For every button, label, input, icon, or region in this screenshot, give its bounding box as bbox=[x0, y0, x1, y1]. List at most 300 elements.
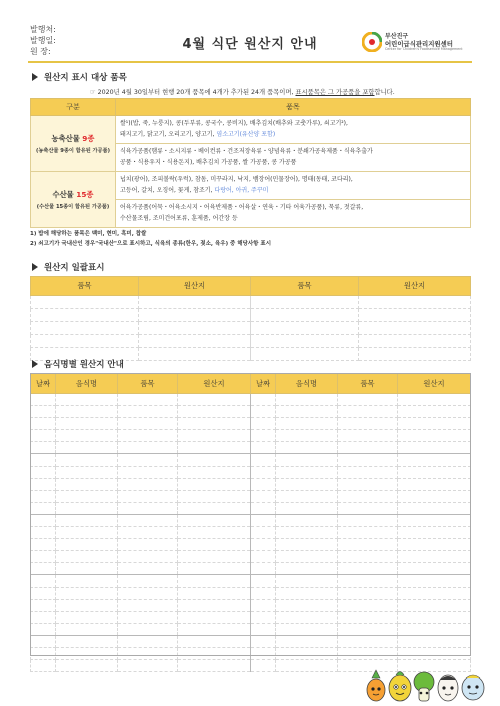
table-cell[interactable] bbox=[251, 575, 276, 587]
table-cell[interactable] bbox=[359, 296, 471, 309]
notice-prefix: ☞ 2020년 4월 30일부터 현행 20개 품목에 4개가 추가된 24개 품목이며, bbox=[90, 89, 296, 96]
notice-underlined: 표시품목은 그 가공품을 포함 bbox=[295, 89, 375, 96]
table-cell[interactable] bbox=[178, 466, 251, 478]
item-line: 쌀¹)(밥, 죽, 누룽지), 콩(두부류, 콩국수, 콩비지), 배추김치(배추와 고춧가루), 쇠고기²), bbox=[120, 120, 348, 127]
table-cell[interactable] bbox=[251, 514, 276, 526]
table-cell[interactable] bbox=[276, 647, 338, 659]
table-cell[interactable] bbox=[338, 575, 398, 587]
logo-mark-icon bbox=[362, 32, 382, 52]
table-cell[interactable] bbox=[398, 611, 471, 623]
table-cell[interactable] bbox=[31, 406, 56, 418]
bulk-origin-rows bbox=[31, 296, 471, 361]
table-row bbox=[31, 322, 471, 335]
table-cell[interactable] bbox=[31, 660, 56, 672]
header-divider bbox=[28, 61, 472, 63]
table-cell[interactable] bbox=[251, 466, 276, 478]
table-cell[interactable] bbox=[398, 502, 471, 514]
table-cell[interactable] bbox=[251, 587, 276, 599]
table-cell[interactable] bbox=[398, 647, 471, 659]
item-line: 고등어, 갈치, 오징어, 꽃게, 참조기, bbox=[120, 186, 215, 194]
table-cell[interactable] bbox=[338, 502, 398, 514]
table-cell[interactable] bbox=[178, 394, 251, 406]
table-row bbox=[31, 454, 471, 466]
table-row bbox=[31, 296, 471, 309]
table-cell[interactable] bbox=[56, 551, 118, 563]
table-cell[interactable] bbox=[398, 539, 471, 551]
table-cell[interactable] bbox=[398, 418, 471, 430]
table-cell[interactable] bbox=[139, 335, 251, 348]
table-cell[interactable] bbox=[276, 587, 338, 599]
category-name: 수산물 bbox=[52, 189, 74, 199]
table-cell[interactable] bbox=[338, 514, 398, 526]
table-cell[interactable] bbox=[251, 335, 359, 348]
table-cell[interactable] bbox=[56, 514, 118, 526]
item-line: 공품・식용우지・식용돈지), 배추김치 가공품, 쌀 가공품, 콩 가공품 bbox=[120, 158, 297, 166]
table-cell[interactable] bbox=[276, 406, 338, 418]
table-cell[interactable] bbox=[139, 322, 251, 335]
table-row bbox=[31, 575, 471, 587]
table-cell[interactable] bbox=[398, 635, 471, 647]
table-cell[interactable] bbox=[338, 623, 398, 635]
table-cell[interactable] bbox=[178, 478, 251, 490]
column-header-date: 날짜 bbox=[31, 374, 56, 394]
column-header-item: 품목 bbox=[338, 374, 398, 394]
table-cell[interactable] bbox=[118, 660, 178, 672]
table-cell[interactable] bbox=[251, 478, 276, 490]
table-cell[interactable] bbox=[398, 442, 471, 454]
table-row bbox=[31, 430, 471, 442]
column-header-items: 품목 bbox=[116, 99, 471, 116]
table-row bbox=[31, 611, 471, 623]
table-cell[interactable] bbox=[118, 406, 178, 418]
items-livestock-raw bbox=[116, 116, 471, 144]
table-cell[interactable] bbox=[398, 514, 471, 526]
table-cell[interactable] bbox=[178, 575, 251, 587]
table-cell[interactable] bbox=[31, 575, 56, 587]
table-cell[interactable] bbox=[338, 490, 398, 502]
category-livestock bbox=[31, 116, 116, 172]
table-cell[interactable] bbox=[338, 635, 398, 647]
table-cell[interactable] bbox=[56, 623, 118, 635]
table-cell[interactable] bbox=[251, 430, 276, 442]
table-row-livestock bbox=[31, 116, 471, 144]
table-cell[interactable] bbox=[178, 454, 251, 466]
column-header-origin: 원산지 bbox=[139, 277, 251, 296]
footnote-beef: 2) 쇠고기가 국내산인 경우"국내산"으로 표시하고, 식육의 종류(한우, 젖소, 육우) 중 해당사항 표시 bbox=[30, 241, 272, 247]
table-cell[interactable] bbox=[251, 322, 359, 335]
table-cell[interactable] bbox=[31, 418, 56, 430]
table-cell[interactable] bbox=[276, 454, 338, 466]
table-cell[interactable] bbox=[251, 660, 276, 672]
food-mascots-illustration bbox=[360, 664, 490, 704]
table-row bbox=[31, 647, 471, 659]
table-cell[interactable] bbox=[276, 502, 338, 514]
table-row bbox=[31, 514, 471, 526]
table-cell[interactable] bbox=[338, 394, 398, 406]
table-cell[interactable] bbox=[251, 296, 359, 309]
table-row bbox=[31, 635, 471, 647]
table-cell[interactable] bbox=[338, 527, 398, 539]
table-cell[interactable] bbox=[359, 309, 471, 322]
table-cell[interactable] bbox=[118, 430, 178, 442]
table-cell[interactable] bbox=[251, 647, 276, 659]
table-cell[interactable] bbox=[276, 575, 338, 587]
table-cell[interactable] bbox=[178, 587, 251, 599]
table-cell[interactable] bbox=[118, 454, 178, 466]
table-row bbox=[31, 466, 471, 478]
center-logo bbox=[362, 30, 472, 56]
column-header-item: 품목 bbox=[31, 277, 139, 296]
table-cell[interactable] bbox=[118, 599, 178, 611]
table-cell[interactable] bbox=[338, 418, 398, 430]
triangle-bullet-icon bbox=[32, 360, 38, 368]
table-cell[interactable] bbox=[251, 490, 276, 502]
column-header-item: 품목 bbox=[118, 374, 178, 394]
table-cell[interactable] bbox=[338, 647, 398, 659]
mascot-fish-icon bbox=[462, 675, 484, 700]
column-header-dish: 음식명 bbox=[56, 374, 118, 394]
table-row bbox=[31, 502, 471, 514]
table-row-seafood bbox=[31, 172, 471, 200]
table-cell[interactable] bbox=[118, 490, 178, 502]
table-cell[interactable] bbox=[338, 563, 398, 575]
table-cell[interactable] bbox=[338, 611, 398, 623]
table-cell[interactable] bbox=[118, 514, 178, 526]
table-cell[interactable] bbox=[118, 635, 178, 647]
table-cell[interactable] bbox=[276, 514, 338, 526]
column-header-origin: 원산지 bbox=[398, 374, 471, 394]
category-seafood bbox=[31, 172, 116, 228]
publisher-field: 발행처: bbox=[30, 25, 56, 34]
table-cell[interactable] bbox=[398, 394, 471, 406]
table-cell[interactable] bbox=[398, 478, 471, 490]
table-cell[interactable] bbox=[398, 563, 471, 575]
table-cell[interactable] bbox=[251, 348, 359, 361]
table-cell[interactable] bbox=[31, 527, 56, 539]
table-cell[interactable] bbox=[178, 623, 251, 635]
table-cell[interactable] bbox=[276, 490, 338, 502]
table-row bbox=[31, 623, 471, 635]
table-cell[interactable] bbox=[178, 418, 251, 430]
table-cell[interactable] bbox=[56, 660, 118, 672]
table-cell[interactable] bbox=[338, 587, 398, 599]
table-cell[interactable] bbox=[178, 539, 251, 551]
table-cell[interactable] bbox=[56, 611, 118, 623]
table-cell[interactable] bbox=[118, 502, 178, 514]
table-cell[interactable] bbox=[118, 466, 178, 478]
table-cell[interactable] bbox=[338, 454, 398, 466]
table-cell[interactable] bbox=[398, 430, 471, 442]
table-cell[interactable] bbox=[338, 430, 398, 442]
table-cell[interactable] bbox=[276, 599, 338, 611]
table-cell[interactable] bbox=[139, 296, 251, 309]
menu-origin-table bbox=[30, 373, 471, 672]
table-cell[interactable] bbox=[276, 635, 338, 647]
table-cell[interactable] bbox=[338, 466, 398, 478]
table-cell[interactable] bbox=[118, 539, 178, 551]
table-cell[interactable] bbox=[56, 418, 118, 430]
page-title: 4월 식단 원산지 안내 bbox=[182, 37, 318, 52]
table-cell[interactable] bbox=[398, 599, 471, 611]
table-row bbox=[31, 539, 471, 551]
table-cell[interactable] bbox=[398, 623, 471, 635]
table-cell[interactable] bbox=[56, 539, 118, 551]
column-header-category: 구분 bbox=[31, 99, 116, 116]
table-cell[interactable] bbox=[338, 406, 398, 418]
table-cell[interactable] bbox=[178, 502, 251, 514]
table-cell[interactable] bbox=[118, 551, 178, 563]
triangle-bullet-icon bbox=[32, 73, 38, 81]
table-cell[interactable] bbox=[56, 442, 118, 454]
mascot-carrot-icon bbox=[367, 670, 385, 701]
mascot-pepper-icon bbox=[389, 672, 411, 702]
table-cell[interactable] bbox=[178, 406, 251, 418]
column-header-dish: 음식명 bbox=[276, 374, 338, 394]
table-cell[interactable] bbox=[359, 322, 471, 335]
table-cell[interactable] bbox=[276, 563, 338, 575]
table-cell[interactable] bbox=[276, 623, 338, 635]
table-cell[interactable] bbox=[251, 599, 276, 611]
triangle-bullet-icon bbox=[32, 263, 38, 271]
bulk-origin-table bbox=[30, 276, 471, 361]
category-count: 15종 bbox=[76, 189, 94, 199]
table-cell[interactable] bbox=[118, 647, 178, 659]
table-cell[interactable] bbox=[31, 442, 56, 454]
table-row bbox=[31, 527, 471, 539]
table-cell[interactable] bbox=[31, 454, 56, 466]
table-cell[interactable] bbox=[139, 309, 251, 322]
table-cell[interactable] bbox=[178, 430, 251, 442]
publish-date-field: 발행일: bbox=[30, 36, 56, 45]
item-line: 어육가공품(어묵・어육소시지・어육반제품・어육살・연육・기타 어육가공품), 묵류, 젓갈류, bbox=[120, 204, 364, 211]
table-cell[interactable] bbox=[118, 442, 178, 454]
table-cell[interactable] bbox=[338, 478, 398, 490]
table-cell[interactable] bbox=[118, 394, 178, 406]
section-heading-bulk-origin bbox=[32, 261, 104, 273]
items-seafood-raw bbox=[116, 172, 471, 200]
table-cell[interactable] bbox=[56, 502, 118, 514]
table-cell[interactable] bbox=[56, 635, 118, 647]
target-items-table bbox=[30, 98, 471, 228]
section-heading-text: 원산지 일괄표시 bbox=[44, 263, 105, 273]
table-cell[interactable] bbox=[56, 563, 118, 575]
table-cell[interactable] bbox=[31, 551, 56, 563]
table-cell[interactable] bbox=[56, 430, 118, 442]
table-cell[interactable] bbox=[56, 394, 118, 406]
column-header-origin: 원산지 bbox=[359, 277, 471, 296]
table-cell[interactable] bbox=[31, 296, 139, 309]
mascot-broccoli-icon bbox=[414, 672, 434, 701]
table-cell[interactable] bbox=[31, 514, 56, 526]
table-cell[interactable] bbox=[31, 335, 139, 348]
table-cell[interactable] bbox=[178, 442, 251, 454]
table-cell[interactable] bbox=[251, 551, 276, 563]
table-cell[interactable] bbox=[251, 442, 276, 454]
table-cell[interactable] bbox=[31, 647, 56, 659]
table-cell[interactable] bbox=[178, 527, 251, 539]
table-cell[interactable] bbox=[118, 611, 178, 623]
table-cell[interactable] bbox=[178, 551, 251, 563]
table-cell[interactable] bbox=[398, 466, 471, 478]
table-cell[interactable] bbox=[398, 575, 471, 587]
table-cell[interactable] bbox=[118, 623, 178, 635]
table-cell[interactable] bbox=[56, 478, 118, 490]
column-header-origin: 원산지 bbox=[178, 374, 251, 394]
logo-district: 부산진구 bbox=[385, 33, 409, 40]
table-cell[interactable] bbox=[178, 611, 251, 623]
table-cell[interactable] bbox=[56, 527, 118, 539]
table-cell[interactable] bbox=[251, 394, 276, 406]
table-cell[interactable] bbox=[118, 563, 178, 575]
table-cell[interactable] bbox=[251, 539, 276, 551]
table-cell[interactable] bbox=[251, 309, 359, 322]
table-cell[interactable] bbox=[251, 406, 276, 418]
table-row bbox=[31, 406, 471, 418]
table-row bbox=[31, 418, 471, 430]
table-cell[interactable] bbox=[118, 478, 178, 490]
items-livestock-processed bbox=[116, 144, 471, 172]
table-cell[interactable] bbox=[31, 490, 56, 502]
table-cell[interactable] bbox=[31, 502, 56, 514]
notice-text bbox=[90, 87, 395, 96]
table-cell[interactable] bbox=[251, 418, 276, 430]
table-cell[interactable] bbox=[31, 430, 56, 442]
table-cell[interactable] bbox=[31, 587, 56, 599]
table-cell[interactable] bbox=[31, 322, 139, 335]
logo-center-name: 어린이급식관리지원센터 bbox=[385, 40, 453, 48]
table-cell[interactable] bbox=[338, 599, 398, 611]
table-cell[interactable] bbox=[31, 309, 139, 322]
table-cell[interactable] bbox=[398, 551, 471, 563]
table-row bbox=[31, 551, 471, 563]
table-cell[interactable] bbox=[276, 394, 338, 406]
item-line-new-items: 다랑어, 아귀, 주꾸미 bbox=[214, 186, 269, 194]
table-cell[interactable] bbox=[178, 660, 251, 672]
director-field: 원 장: bbox=[30, 47, 51, 56]
table-row bbox=[31, 394, 471, 406]
footnote-rice: 1) 밥에 해당하는 품목은 백미, 현미, 흑미, 찹쌀 bbox=[30, 231, 147, 237]
table-cell[interactable] bbox=[398, 587, 471, 599]
item-line: 수산물조림, 조미건어포류, 훈제품, 어간장 등 bbox=[120, 214, 238, 222]
table-cell[interactable] bbox=[118, 575, 178, 587]
table-row bbox=[31, 490, 471, 502]
table-cell[interactable] bbox=[56, 454, 118, 466]
table-cell[interactable] bbox=[398, 406, 471, 418]
table-row bbox=[31, 478, 471, 490]
category-count: 9종 bbox=[82, 133, 95, 143]
table-cell[interactable] bbox=[178, 599, 251, 611]
table-cell[interactable] bbox=[31, 539, 56, 551]
table-cell[interactable] bbox=[276, 466, 338, 478]
table-row bbox=[31, 309, 471, 322]
table-cell[interactable] bbox=[276, 418, 338, 430]
table-cell[interactable] bbox=[118, 418, 178, 430]
item-line: 식육가공품(햄류・소시지류・베이컨류・건조저장육류・양념육류・분쇄가공육제품・식육추출가 bbox=[120, 148, 373, 155]
section-heading-text: 원산지 표시 대상 품목 bbox=[44, 73, 127, 83]
item-line: 돼지고기, 닭고기, 오리고기, 양고기, bbox=[120, 130, 217, 138]
table-cell[interactable] bbox=[276, 660, 338, 672]
table-cell[interactable] bbox=[251, 454, 276, 466]
table-cell[interactable] bbox=[359, 348, 471, 361]
section-heading-target-items bbox=[32, 71, 127, 83]
table-cell[interactable] bbox=[56, 599, 118, 611]
table-cell[interactable] bbox=[56, 406, 118, 418]
table-row bbox=[31, 442, 471, 454]
table-cell[interactable] bbox=[276, 478, 338, 490]
table-cell[interactable] bbox=[178, 563, 251, 575]
table-cell[interactable] bbox=[178, 635, 251, 647]
table-row bbox=[31, 599, 471, 611]
table-cell[interactable] bbox=[139, 348, 251, 361]
table-row bbox=[31, 587, 471, 599]
table-cell[interactable] bbox=[31, 635, 56, 647]
items-seafood-processed bbox=[116, 200, 471, 228]
category-subtitle: (수산물 15종이 함유된 가공품) bbox=[36, 203, 110, 210]
section-heading-menu-origin bbox=[32, 358, 124, 370]
notice-suffix: 합니다. bbox=[374, 89, 395, 96]
table-cell[interactable] bbox=[276, 611, 338, 623]
table-cell[interactable] bbox=[251, 563, 276, 575]
table-cell[interactable] bbox=[276, 527, 338, 539]
section-heading-text: 음식명별 원산지 안내 bbox=[44, 360, 124, 370]
table-cell[interactable] bbox=[251, 611, 276, 623]
mascot-egg-icon bbox=[438, 675, 458, 701]
table-cell[interactable] bbox=[359, 335, 471, 348]
table-row bbox=[31, 563, 471, 575]
table-cell[interactable] bbox=[338, 539, 398, 551]
table-cell[interactable] bbox=[251, 635, 276, 647]
table-cell[interactable] bbox=[398, 490, 471, 502]
table-cell[interactable] bbox=[276, 539, 338, 551]
table-cell[interactable] bbox=[178, 490, 251, 502]
table-cell[interactable] bbox=[178, 514, 251, 526]
table-cell[interactable] bbox=[338, 442, 398, 454]
table-cell[interactable] bbox=[276, 430, 338, 442]
category-subtitle: (농축산물 9종이 함유된 가공품) bbox=[36, 147, 110, 154]
table-cell[interactable] bbox=[31, 478, 56, 490]
table-row bbox=[31, 335, 471, 348]
table-cell[interactable] bbox=[56, 575, 118, 587]
table-cell[interactable] bbox=[251, 527, 276, 539]
table-cell[interactable] bbox=[31, 394, 56, 406]
table-cell[interactable] bbox=[251, 502, 276, 514]
table-cell[interactable] bbox=[118, 587, 178, 599]
table-cell[interactable] bbox=[31, 623, 56, 635]
item-line-new-items: 염소고기(유산양 포함) bbox=[216, 130, 276, 138]
item-line: 넙치(광어), 조피볼락(우럭), 참돔, 미꾸라지, 낙지, 뱀장어(민물장어), 명태(동태, 코다리), bbox=[120, 176, 353, 183]
table-cell[interactable] bbox=[56, 466, 118, 478]
table-cell[interactable] bbox=[178, 647, 251, 659]
column-header-item: 품목 bbox=[251, 277, 359, 296]
table-cell[interactable] bbox=[276, 442, 338, 454]
table-cell[interactable] bbox=[31, 563, 56, 575]
table-cell[interactable] bbox=[118, 527, 178, 539]
table-cell[interactable] bbox=[56, 587, 118, 599]
menu-origin-rows bbox=[31, 394, 471, 672]
table-cell[interactable] bbox=[338, 551, 398, 563]
table-cell[interactable] bbox=[398, 527, 471, 539]
table-cell[interactable] bbox=[56, 647, 118, 659]
table-cell[interactable] bbox=[31, 599, 56, 611]
table-cell[interactable] bbox=[31, 611, 56, 623]
column-header-date: 날짜 bbox=[251, 374, 276, 394]
table-cell[interactable] bbox=[398, 454, 471, 466]
table-cell[interactable] bbox=[56, 490, 118, 502]
logo-english-name: Center for Children's Foodservice Management bbox=[385, 47, 463, 51]
table-cell[interactable] bbox=[251, 623, 276, 635]
table-cell[interactable] bbox=[31, 466, 56, 478]
table-cell[interactable] bbox=[276, 551, 338, 563]
